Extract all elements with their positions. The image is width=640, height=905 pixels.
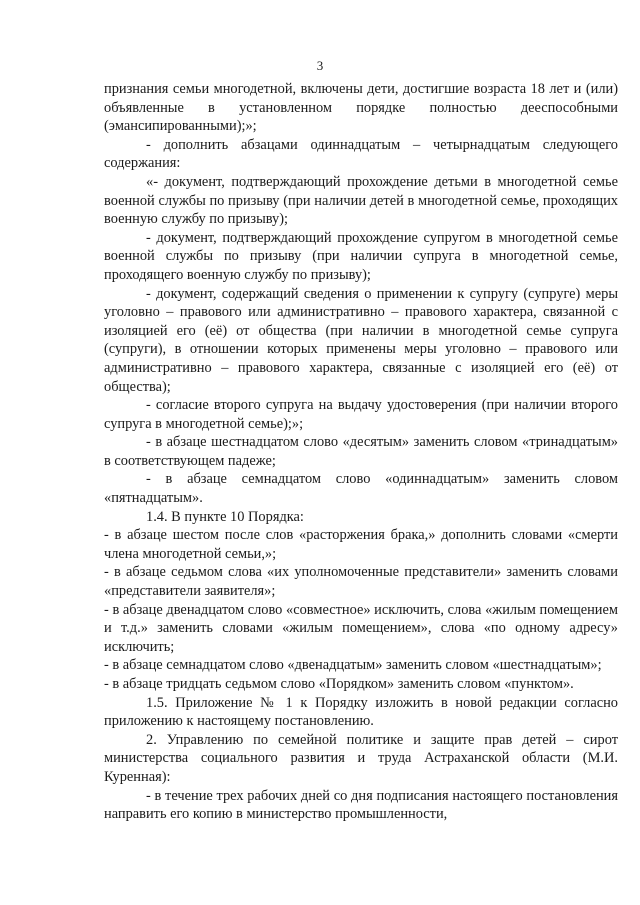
paragraph: - в абзаце тридцать седьмом слово «Порядком» заменить словом «пунктом». [104,676,574,692]
paragraph: - дополнить абзацами одиннадцатым – четырнадцатым следующего содержания: [104,136,618,172]
document-body [104,80,618,824]
paragraph: - в абзаце седьмом слова «их уполномоченные представители» заменить словами «представители заявителя»; [104,564,618,600]
paragraph: - документ, подтверждающий прохождение супругом в многодетной семье военной службы по призыву (при наличии супруга в многодетной семье, проходящего военную службу по призыву); [104,229,618,283]
paragraph: признания семьи многодетной, включены дети, достигшие возраста 18 лет и (или) объявленные в установленном порядке полностью дееспособными (эмансипированными);»; [104,81,618,135]
paragraph: - в абзаце двенадцатом слово «совместное» исключить, слова «жилым помещением и т.д.» заменить словами «жилым помещением», слова «по одному адресу» исключить; [104,601,618,655]
page-number: 3 [316,58,324,73]
paragraph: 2. Управлению по семейной политике и защите прав детей – сирот министерства социального развития и труда Астраханской области (М.И. Куренная): [104,731,618,785]
paragraph: - в абзаце семнадцатом слово «одиннадцатым» заменить словом «пятнадцатым». [104,471,618,507]
paragraph: - согласие второго супруга на выдачу удостоверения (при наличии второго супруга в многодетной семье);»; [104,397,618,432]
paragraph: - в течение трех рабочих дней со дня подписания настоящего постановления направить его копию в министерство промышленности, [104,787,618,823]
paragraph: - в абзаце шестом после слов «расторжения брака,» дополнить словами «смерти члена многодетной семьи,»; [104,527,618,562]
paragraph: «- документ, подтверждающий прохождение детьми в многодетной семье военной службы по призыву (при наличии детей в многодетной семье, проходящих военную службу по призыву); [104,173,618,228]
paragraph: - документ, содержащий сведения о применении к супругу (супруге) меры уголовно – правового или административно – правового характера, связанной с изоляцией его (её) от общества (при наличии в многодетной семье супруга (супруги), в отношении которых применены меры уголовно – правового или административно – правового характера, связанные с изоляцией его (её) от общества); [104,285,618,395]
paragraph: 1.4. В пункте 10 Порядка: [146,508,304,525]
paragraph: 1.5. Приложение № 1 к Порядку изложить в новой редакции согласно приложению к настоящему постановлению. [104,694,618,730]
paragraph: - в абзаце семнадцатом слово «двенадцатым» заменить словом «шестнадцатым»; [104,657,602,674]
paragraph: - в абзаце шестнадцатом слово «десятым» заменить словом «тринадцатым» в соответствующем падеже; [104,434,618,469]
